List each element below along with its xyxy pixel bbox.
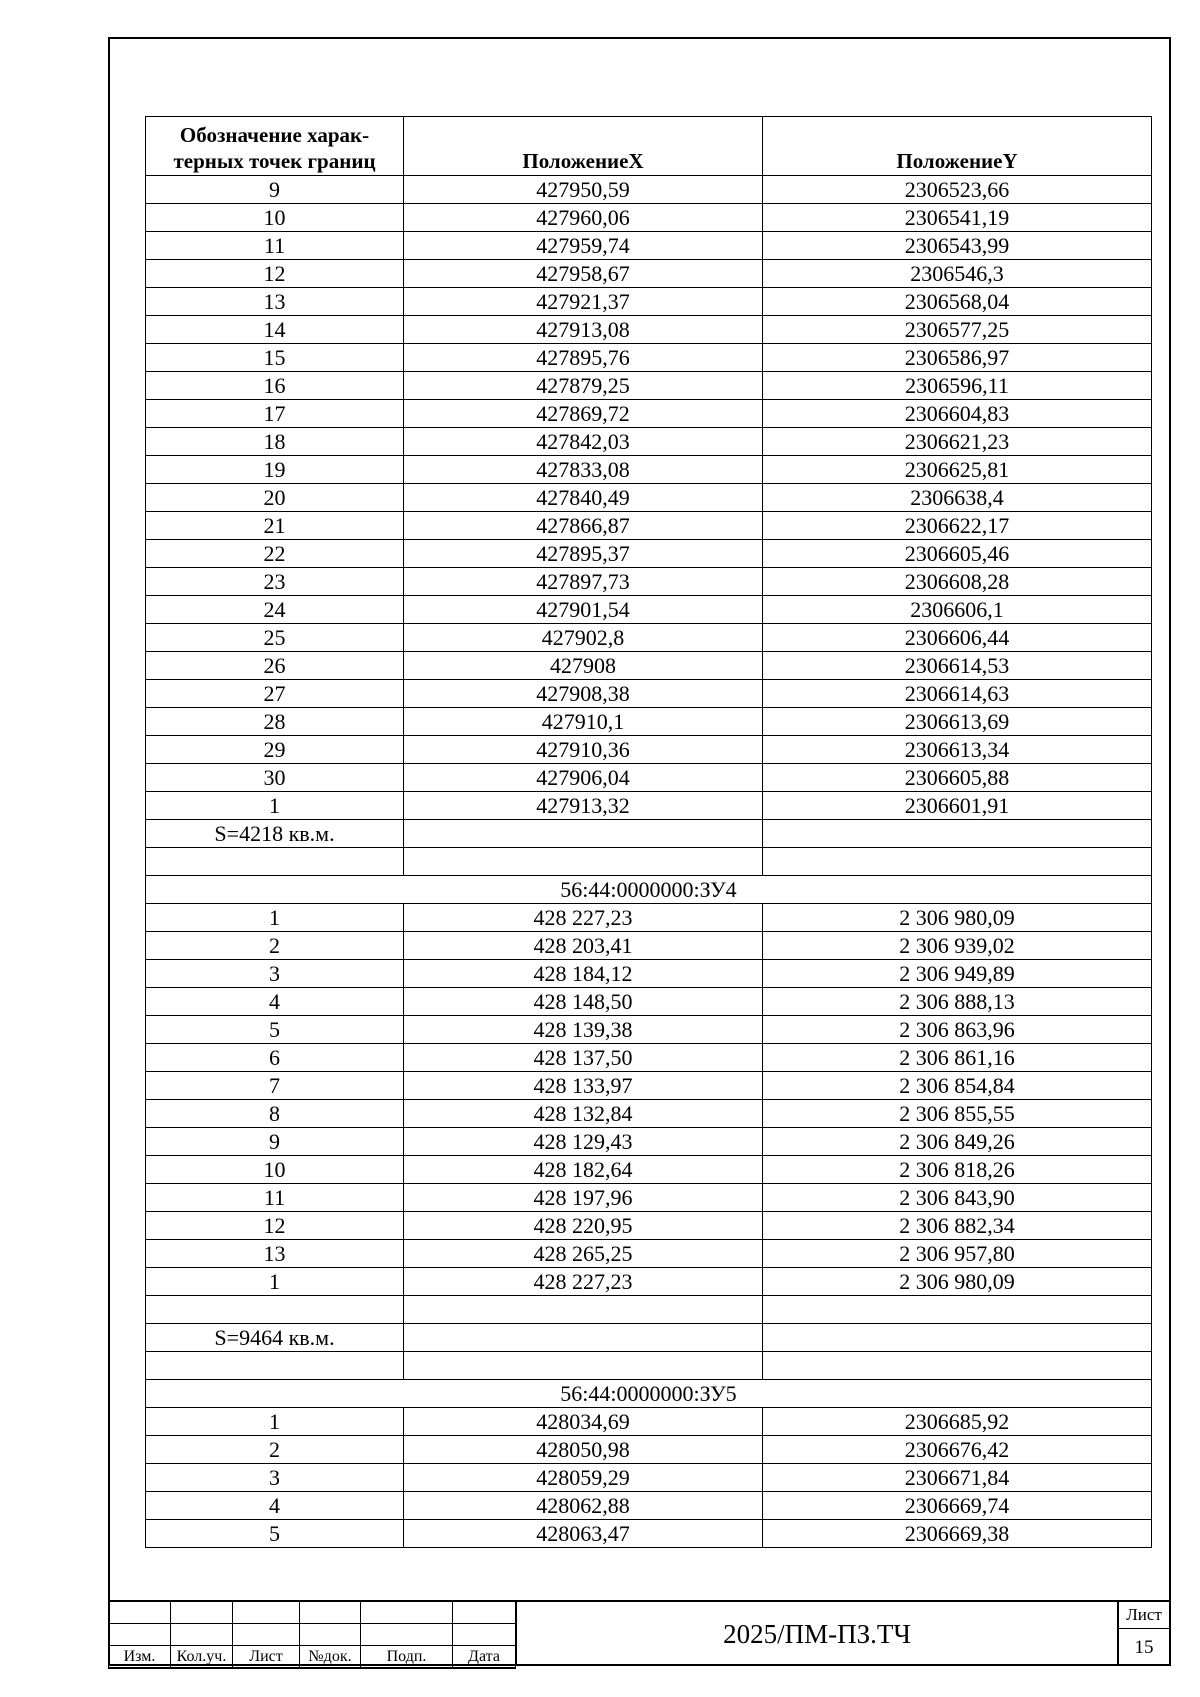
point-number: 1 — [146, 1268, 404, 1296]
table-row — [146, 904, 1152, 932]
table-row — [146, 400, 1152, 428]
point-number: 1 — [146, 792, 404, 820]
table-row — [146, 1016, 1152, 1044]
coordinate-x: 427902,8 — [404, 624, 763, 652]
coordinate-y: 2306546,3 — [763, 260, 1152, 288]
label-podp: Подп. — [361, 1646, 453, 1669]
table-row — [146, 680, 1152, 708]
point-number: 3 — [146, 960, 404, 988]
label-ndok: №док. — [300, 1646, 361, 1669]
coordinate-y: 2306676,42 — [763, 1436, 1152, 1464]
area-value: S=9464 кв.м. — [146, 1324, 404, 1352]
point-number: 5 — [146, 1016, 404, 1044]
coordinate-y: 2306541,19 — [763, 204, 1152, 232]
empty-cell — [404, 848, 763, 876]
point-number: 17 — [146, 400, 404, 428]
label-kol-uch: Кол.уч. — [171, 1646, 233, 1669]
point-number: 8 — [146, 1100, 404, 1128]
table-row — [146, 288, 1152, 316]
empty-row — [146, 1296, 1152, 1324]
coordinate-x: 428 203,41 — [404, 932, 763, 960]
coordinate-y: 2306614,63 — [763, 680, 1152, 708]
coordinate-y: 2 306 861,16 — [763, 1044, 1152, 1072]
table-row — [146, 1268, 1152, 1296]
table-row — [146, 428, 1152, 456]
point-number: 4 — [146, 1492, 404, 1520]
coordinate-x: 428063,47 — [404, 1520, 763, 1548]
empty-cell — [404, 1352, 763, 1380]
coordinate-y: 2 306 863,96 — [763, 1016, 1152, 1044]
coordinate-x: 427910,36 — [404, 736, 763, 764]
coordinate-x: 427842,03 — [404, 428, 763, 456]
coordinate-x: 428 129,43 — [404, 1128, 763, 1156]
coordinate-x: 427908 — [404, 652, 763, 680]
coordinate-y: 2 306 980,09 — [763, 1268, 1152, 1296]
point-number: 9 — [146, 176, 404, 204]
coordinate-y: 2306568,04 — [763, 288, 1152, 316]
label-list: Лист — [233, 1646, 300, 1669]
coordinate-y: 2306604,83 — [763, 400, 1152, 428]
coordinate-x: 427879,25 — [404, 372, 763, 400]
label-izm: Изм. — [109, 1646, 171, 1669]
revision-labels-row — [109, 1646, 516, 1669]
point-number: 18 — [146, 428, 404, 456]
coordinate-x: 427913,32 — [404, 792, 763, 820]
table-row — [146, 652, 1152, 680]
coordinate-y: 2306614,53 — [763, 652, 1152, 680]
label-data: Дата — [453, 1646, 516, 1669]
table-row — [146, 176, 1152, 204]
table-row — [146, 1520, 1152, 1548]
coordinate-y: 2306685,92 — [763, 1408, 1152, 1436]
point-number: 21 — [146, 512, 404, 540]
table-row — [146, 260, 1152, 288]
coordinate-y: 2 306 855,55 — [763, 1100, 1152, 1128]
table-row — [146, 1128, 1152, 1156]
point-number: 24 — [146, 596, 404, 624]
coordinate-y: 2 306 818,26 — [763, 1156, 1152, 1184]
table-row — [146, 1212, 1152, 1240]
coordinate-y: 2306606,44 — [763, 624, 1152, 652]
coordinate-y: 2 306 939,02 — [763, 932, 1152, 960]
area-value: S=4218 кв.м. — [146, 820, 404, 848]
point-number: 22 — [146, 540, 404, 568]
sheet-number: 15 — [1134, 1637, 1154, 1658]
section-title-row — [146, 876, 1152, 904]
table-row — [146, 568, 1152, 596]
parcel-cadastral-number: 56:44:0000000:ЗУ5 — [146, 1380, 1152, 1408]
table-row — [146, 960, 1152, 988]
table-row — [146, 1436, 1152, 1464]
empty-cell — [763, 1296, 1152, 1324]
coordinate-x: 427913,08 — [404, 316, 763, 344]
table-row — [146, 1240, 1152, 1268]
table-row — [146, 596, 1152, 624]
point-number: 27 — [146, 680, 404, 708]
table-row — [146, 736, 1152, 764]
coordinate-y: 2306669,74 — [763, 1492, 1152, 1520]
title-block — [108, 1600, 1171, 1666]
point-number: 1 — [146, 1408, 404, 1436]
point-number: 9 — [146, 1128, 404, 1156]
coordinate-x: 427895,76 — [404, 344, 763, 372]
coordinate-x: 428 220,95 — [404, 1212, 763, 1240]
empty-cell — [404, 1296, 763, 1324]
coordinate-y: 2 306 843,90 — [763, 1184, 1152, 1212]
coordinate-y: 2 306 882,34 — [763, 1212, 1152, 1240]
coordinate-y: 2306638,4 — [763, 484, 1152, 512]
coordinate-x: 428034,69 — [404, 1408, 763, 1436]
point-number: 30 — [146, 764, 404, 792]
empty-cell — [146, 848, 404, 876]
coordinate-x: 427950,59 — [404, 176, 763, 204]
point-number: 11 — [146, 1184, 404, 1212]
point-number: 2 — [146, 932, 404, 960]
coordinate-x: 427866,87 — [404, 512, 763, 540]
coordinate-x: 428 227,23 — [404, 904, 763, 932]
coordinate-y: 2306671,84 — [763, 1464, 1152, 1492]
coordinate-x: 428 137,50 — [404, 1044, 763, 1072]
point-number: 13 — [146, 288, 404, 316]
coordinate-x: 427897,73 — [404, 568, 763, 596]
coordinate-y: 2306606,1 — [763, 596, 1152, 624]
section-title-row — [146, 1380, 1152, 1408]
point-number: 4 — [146, 988, 404, 1016]
coordinate-x: 427895,37 — [404, 540, 763, 568]
empty-row — [146, 848, 1152, 876]
coordinate-x: 428 197,96 — [404, 1184, 763, 1212]
coordinate-y: 2306669,38 — [763, 1520, 1152, 1548]
point-number: 26 — [146, 652, 404, 680]
table-row — [146, 932, 1152, 960]
table-row — [146, 512, 1152, 540]
revision-row — [109, 1601, 516, 1624]
coordinate-x: 428 132,84 — [404, 1100, 763, 1128]
table-row — [146, 456, 1152, 484]
point-number: 1 — [146, 904, 404, 932]
empty-cell — [404, 1324, 763, 1352]
empty-cell — [763, 1352, 1152, 1380]
table-row — [146, 204, 1152, 232]
coordinate-x: 427910,1 — [404, 708, 763, 736]
coordinate-y: 2 306 854,84 — [763, 1072, 1152, 1100]
point-number: 28 — [146, 708, 404, 736]
point-number: 5 — [146, 1520, 404, 1548]
sheet-label: Лист — [1119, 1602, 1169, 1629]
table-row — [146, 540, 1152, 568]
table-body — [146, 176, 1152, 1548]
header-point-designation — [146, 117, 404, 176]
coordinate-y: 2306622,17 — [763, 512, 1152, 540]
point-number: 13 — [146, 1240, 404, 1268]
coordinate-y: 2306543,99 — [763, 232, 1152, 260]
table-row — [146, 1072, 1152, 1100]
table-row — [146, 1100, 1152, 1128]
empty-cell — [763, 848, 1152, 876]
point-number: 19 — [146, 456, 404, 484]
empty-row — [146, 1352, 1152, 1380]
point-number: 20 — [146, 484, 404, 512]
table-row — [146, 624, 1152, 652]
coordinate-y: 2306613,34 — [763, 736, 1152, 764]
point-number: 10 — [146, 1156, 404, 1184]
point-number: 29 — [146, 736, 404, 764]
empty-cell — [763, 1324, 1152, 1352]
table-row — [146, 1044, 1152, 1072]
coordinate-x: 427840,49 — [404, 484, 763, 512]
coordinate-x: 427959,74 — [404, 232, 763, 260]
point-number: 6 — [146, 1044, 404, 1072]
table-row — [146, 792, 1152, 820]
coordinate-x: 427833,08 — [404, 456, 763, 484]
coordinate-y: 2 306 849,26 — [763, 1128, 1152, 1156]
empty-cell — [146, 1296, 404, 1324]
empty-cell — [763, 820, 1152, 848]
header-point-line1: Обозначение харак- — [179, 122, 370, 147]
coordinate-y: 2306577,25 — [763, 316, 1152, 344]
header-position-x: ПоложениеX — [404, 117, 763, 176]
point-number: 12 — [146, 260, 404, 288]
point-number: 10 — [146, 204, 404, 232]
table-row — [146, 1464, 1152, 1492]
coordinate-x: 428 265,25 — [404, 1240, 763, 1268]
table-row — [146, 484, 1152, 512]
table-row — [146, 764, 1152, 792]
table-row — [146, 1492, 1152, 1520]
coordinate-y: 2306601,91 — [763, 792, 1152, 820]
revision-row — [109, 1624, 516, 1646]
coordinate-x: 428 227,23 — [404, 1268, 763, 1296]
point-number: 11 — [146, 232, 404, 260]
coordinate-y: 2 306 949,89 — [763, 960, 1152, 988]
coordinate-x: 428 182,64 — [404, 1156, 763, 1184]
table-row — [146, 344, 1152, 372]
coordinate-y: 2306605,88 — [763, 764, 1152, 792]
table-row — [146, 1184, 1152, 1212]
coordinate-y: 2306523,66 — [763, 176, 1152, 204]
coordinate-y: 2 306 957,80 — [763, 1240, 1152, 1268]
table-row — [146, 708, 1152, 736]
coordinate-x: 427960,06 — [404, 204, 763, 232]
parcel-cadastral-number: 56:44:0000000:ЗУ4 — [146, 876, 1152, 904]
coordinate-x: 427901,54 — [404, 596, 763, 624]
revision-grid — [108, 1600, 516, 1669]
coordinate-x: 428059,29 — [404, 1464, 763, 1492]
coordinate-y: 2306586,97 — [763, 344, 1152, 372]
table-header-row — [146, 117, 1152, 176]
coordinate-x: 428 133,97 — [404, 1072, 763, 1100]
table-row — [146, 988, 1152, 1016]
point-number: 7 — [146, 1072, 404, 1100]
table-row — [146, 232, 1152, 260]
table-row — [146, 1408, 1152, 1436]
table-row — [146, 1156, 1152, 1184]
coordinate-y: 2306605,46 — [763, 540, 1152, 568]
coordinate-x: 427906,04 — [404, 764, 763, 792]
point-number: 12 — [146, 1212, 404, 1240]
coordinate-y: 2306596,11 — [763, 372, 1152, 400]
point-number: 3 — [146, 1464, 404, 1492]
point-number: 25 — [146, 624, 404, 652]
coordinate-x: 427908,38 — [404, 680, 763, 708]
document-code: 2025/ПМ-ПЗ.ТЧ — [515, 1600, 1117, 1666]
table-row — [146, 316, 1152, 344]
empty-cell — [404, 820, 763, 848]
header-position-y: ПоложениеY — [763, 117, 1152, 176]
point-number: 14 — [146, 316, 404, 344]
coordinate-y: 2306621,23 — [763, 428, 1152, 456]
point-number: 16 — [146, 372, 404, 400]
coordinate-y: 2 306 888,13 — [763, 988, 1152, 1016]
coordinate-y: 2 306 980,09 — [763, 904, 1152, 932]
header-point-line2: терных точек границ — [173, 148, 376, 173]
coordinate-x: 427921,37 — [404, 288, 763, 316]
coordinate-x: 427869,72 — [404, 400, 763, 428]
coordinate-y: 2306608,28 — [763, 568, 1152, 596]
point-number: 15 — [146, 344, 404, 372]
sheet-box — [1117, 1600, 1169, 1666]
area-row — [146, 820, 1152, 848]
coordinate-x: 428 148,50 — [404, 988, 763, 1016]
coordinate-y: 2306625,81 — [763, 456, 1152, 484]
coordinate-x: 427958,67 — [404, 260, 763, 288]
empty-cell — [146, 1352, 404, 1380]
coordinate-x: 428 184,12 — [404, 960, 763, 988]
coordinate-x: 428 139,38 — [404, 1016, 763, 1044]
point-number: 23 — [146, 568, 404, 596]
table-row — [146, 372, 1152, 400]
coordinate-y: 2306613,69 — [763, 708, 1152, 736]
point-number: 2 — [146, 1436, 404, 1464]
area-row — [146, 1324, 1152, 1352]
coordinate-x: 428050,98 — [404, 1436, 763, 1464]
coordinates-table — [145, 116, 1152, 1548]
coordinate-x: 428062,88 — [404, 1492, 763, 1520]
